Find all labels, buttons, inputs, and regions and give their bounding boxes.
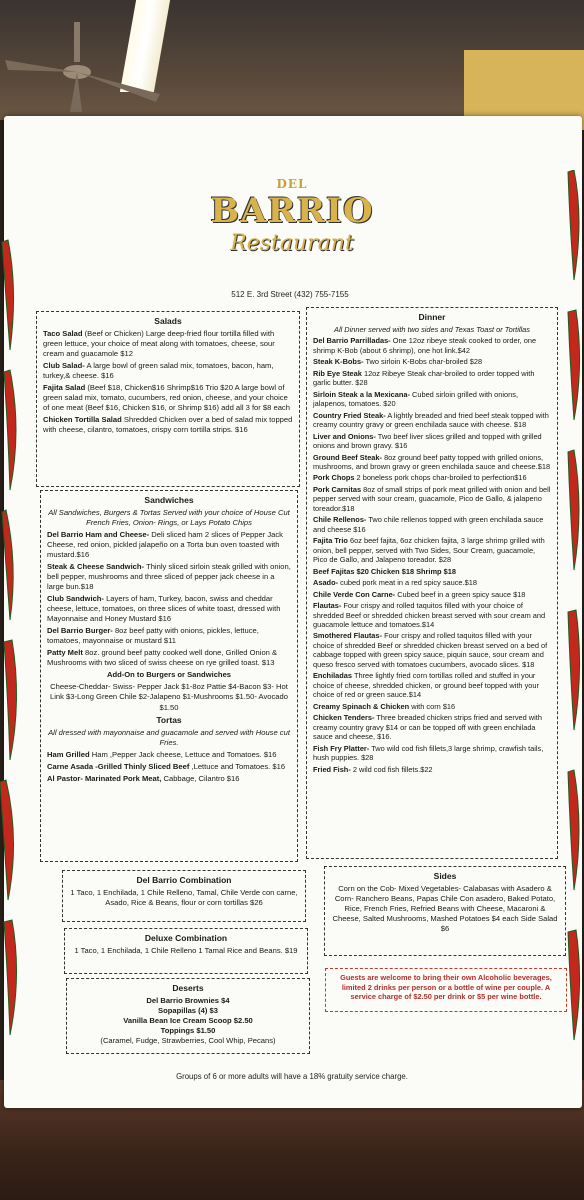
list-item: Fish Fry Platter- Two wild cod fish fillets,3 large shrimp, crawfish tails, hush puppies. $28 [313,743,544,763]
list-item: Rib Eye Steak 12oz Ribeye Steak char-broiled to order topped with garlic butter. $28 [313,368,535,388]
ceiling-fan-icon [0,22,170,112]
list-item: Beef Fajitas $20 Chicken $18 Shrimp $18 [313,566,456,576]
list-item: Sopapillas (4) $3 [158,1006,218,1016]
list-item: Chile Verde Con Carne- Cubed beef in a green spicy sauce $18 [313,589,526,599]
address: 512 E. 3rd Street (432) 755-7155 [231,290,349,299]
sides-section [324,866,566,956]
sandwiches-note: All Sandwiches, Burgers & Tortas Served with your choice of House Cut French Fries, Onion- Rings, or Lays Potato Chips [48,508,290,528]
toppings-list: (Caramel, Fudge, Strawberries, Cool Whip, Pecans) [100,1036,276,1046]
list-item: Pork Carnitas 8oz of small strips of pork meat grilled with onion and bell pepper served with sour cream, guacamole, Pico de Gallo, & jalapeno toreador.$18 [313,484,551,513]
addon-title: Add-On to Burgers or Sandwiches [106,670,232,680]
list-item: Taco Salad (Beef or Chicken) Large deep-fried flour tortilla filled with green lettuce, your choice of meat along with tomatoes, cheese, sour cream and guacamole $12 [43,329,275,359]
list-item: Country Fried Steak- A lightly breaded and fried beef steak topped with creamy country gravy or green enchilada sauce with cheese. $18 [313,410,549,430]
desserts-title: Deserts [172,983,204,993]
gratuity-footer: Groups of 6 or more adults will have a 18% gratuity service charge. [176,1072,408,1081]
list-item: Smothered Flautas- Four crispy and rolled taquitos filled with your choice of shredded Beef or shredded chicken breast served on a bed of cabbage topped with green spicy sauce, piquin sauce, sour cream and queso fresco served with tomatoes cucumbers, avocado slices. $18 [313,631,548,669]
list-item: Enchiladas Three lightly fried corn tortillas rolled and stuffed in your choice of cheese, shredded chicken, or ground beef topped with your choice of red or green sauce.$14 [313,671,539,700]
list-item: Chicken Tortilla Salad Shredded Chicken over a bed of salad mix topped with cheese, cilantro, tomatoes, crispy corn tortilla strips. $16 [43,415,293,435]
list-item: Al Pastor- Marinated Pork Meat, Cabbage, Cilantro $16 [47,773,240,783]
chili-pepper-border-left-icon [0,170,30,1090]
list-item: Del Barrio Parrilladas- One 12oz ribeye steak cooked to order, one shrimp K-Bob (about 6 shrimp), one hot link.$42 [313,336,537,355]
list-item: Ham Grilled Ham ,Pepper Jack cheese, Lettuce and Tomatoes. $16 [47,749,277,759]
sides-text: Corn on the Cob- Mixed Vegetables- Calabasas with Asadero & Corn- Ranchero Beans, Papas Chile Con asadero, Baked Potato, Rice, French Fries, Refried Beans with Cheese, Macaroni & Cheese, Salted Mushrooms, Mashed Potatoes $4 each Side Salad $6 [332,884,558,934]
desserts-section [66,978,310,1054]
logo-top: DEL [276,176,308,191]
list-item: Flautas- Four crispy and rolled taquitos filled with your choice of shredded Beef or shredded chicken breast served with sour cream and guacamole lettuce and tomatoes.$14 [313,601,546,629]
list-item: Sirloin Steak a la Mexicana- Cubed sirloin grilled with onions, jalapenos, tomatoes. $20 [313,389,519,409]
combination-text: 1 Taco, 1 Enchilada, 1 Chile Relleno, Tamal, Chile Verde con carne, Asado, Rice & Beans, flour or corn tortillas $26 [70,888,298,908]
byob-notice: Guests are welcome to bring their own Alcoholic beverages, limited 2 drinks per person or a bottle of wine per couple. A service charge of $2.50 per drink or $5 per wine bottle. [325,968,567,1012]
list-item: Chile Rellenos- Two chile rellenos topped with green enchilada sauce and cheese $16 [313,515,544,534]
list-item: Carne Asada -Grilled Thinly Sliced Beef ,Lettuce and Tomatoes. $16 [47,761,286,771]
dinner-section [306,307,558,859]
list-item: Fried Fish- 2 wild cod fish fillets.$22 [313,764,433,774]
list-item: Del Barrio Burger- 8oz beef patty with onions, pickles, lettuce, tomatoes, mayonnaise or mustard $11 [47,626,259,646]
logo-sub: Restaurant [230,230,354,256]
combination-title: Del Barrio Combination [136,875,232,885]
deluxe-text: 1 Taco, 1 Enchilada, 1 Chile Relleno 1 Tamal Rice and Beans. $19 [74,946,298,956]
deluxe-title: Deluxe Combination [144,933,228,943]
list-item: Patty Melt 8oz. ground beef patty cooked well done, Grilled Onion & Mushrooms with two sliced of swiss cheese on rye grilled toast. $13 [47,648,278,668]
list-item: Fajita Trio 6oz beef fajita, 6oz chicken fajita, 3 large shrimp grilled with onion, bell pepper, served with Two Sides, Sour Cream, guacamole, Pico de Gallo, and Jalapeno toreador. $28 [313,536,545,565]
addon-text: Cheese-Cheddar- Swiss- Pepper Jack $1-8oz Pattie $4-Bacon $3- Hot Link $3-Long Green Chile $2-Jalapeno $1-Mushrooms $1.50- Avocado $1.50 [50,682,288,712]
combination-section [62,870,306,922]
list-item: Chicken Tenders- Three breaded chicken strips fried and served with creamy country gravy $14 or can be topped off with green enchilada sauce and cheese, $16. [313,713,542,742]
list-item: Liver and Onions- Two beef liver slices grilled and topped with grilled onions and brown gravy. $16 [313,431,542,451]
tortas-title: Tortas [156,714,182,725]
dinner-note: All Dinner served with two sides and Texas Toast or Tortillas [334,324,530,334]
list-item: Asado- cubed pork meat in a red spicy sauce.$18 [313,578,477,588]
logo-main: BARRIO [210,190,374,231]
list-item: Fajita Salad (Beef $18, Chicken$16 Shrimp$16 Trio $20 A large bowl of green salad mix, tomato, cucumbers, red onion, cheese, and your choice of one meat (Beef $16, Chicken $16, or Shrimp $16) add all 3 for $8 each [43,383,290,413]
sides-title: Sides [433,871,457,881]
list-item: Del Barrio Ham and Cheese- Deli sliced ham 2 slices of Pepper Jack Cheese, red onion, pickled jalapeño on a Torta bun oven toasted with mustard.$16 [47,530,283,560]
list-item: Vanilla Bean Ice Cream Scoop $2.50 [123,1016,253,1026]
salads-section [36,311,300,487]
list-item: Pork Chops 2 boneless pork chops char-broiled to perfection$16 [313,473,527,483]
list-item: Toppings $1.50 [160,1026,216,1036]
dinner-title: Dinner [418,312,446,322]
salads-title: Salads [154,316,182,326]
list-item: Steak K-Bobs- Two sirloin K-Bobs char-broiled $28 [313,357,483,367]
deluxe-section [64,928,308,974]
tortas-note: All dressed with mayonnaise and guacamole and served with House cut Fries. [48,727,290,747]
sandwiches-section [40,490,298,862]
list-item: Steak & Cheese Sandwich- Thinly sliced sirloin steak grilled with onion, bell pepper, mushrooms and three sliced of pepper jack cheese in a large bun.$18 [47,562,291,592]
list-item: Ground Beef Steak- 8oz ground beef patty topped with grilled onions, mushrooms, and brown gravy or green enchilada sauce and cheese.$18 [313,452,551,471]
restaurant-logo [210,150,374,282]
list-item: Club Sandwich- Layers of ham, Turkey, bacon, swiss and cheddar cheese, lettuce, tomatoes, on three slices of white toast, dressed with Mayonnaise and Honey Mustard $16 [47,594,281,624]
list-item: Del Barrio Brownies $4 [146,996,230,1006]
list-item: Club Salad- A large bowl of green salad mix, tomatoes, bacon, ham, turkey,& cheese. $16 [43,361,274,381]
sandwiches-title: Sandwiches [144,495,194,505]
list-item: Creamy Spinach & Chicken with corn $16 [313,701,456,711]
